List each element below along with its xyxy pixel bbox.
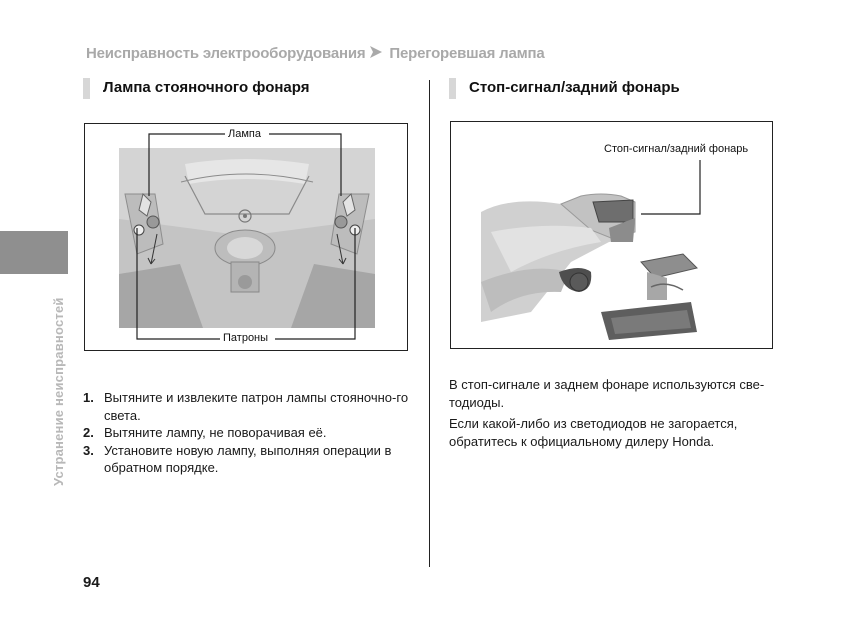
step-number: 1. (83, 390, 94, 405)
chapter-tab (0, 231, 68, 274)
callout-sockets: Патроны (220, 332, 271, 344)
step-text: Вытяните лампу, не поворачивая её. (104, 425, 327, 440)
callout-lamp: Лампа (225, 128, 264, 140)
step-item (83, 389, 413, 424)
parking-lamp-drawing (85, 124, 408, 351)
step-number: 2. (83, 425, 94, 440)
breadcrumb-page: Перегоревшая лампа (389, 45, 545, 62)
led-info-paragraph: В стоп-сигнале и заднем фонаре используются све-тодиоды. (449, 377, 765, 410)
step-text: Установите новую лампу, выполняя операции в обратном порядке. (104, 442, 392, 475)
brake-light-drawing (451, 122, 773, 349)
brake-light-illustration (450, 121, 773, 349)
step-item (83, 442, 413, 477)
callout-brake-tail-light: Стоп-сигнал/задний фонарь (601, 143, 751, 155)
step-item (83, 424, 413, 442)
section-heading-brake-light (449, 78, 680, 100)
breadcrumb (86, 45, 545, 62)
dealer-advice-paragraph: Если какой-либо из светодиодов не загорается, обратитесь к официальному дилеру Honda. (449, 416, 738, 449)
heading-bar (449, 78, 456, 99)
instruction-steps (83, 389, 413, 477)
step-number: 3. (83, 442, 94, 458)
arrow-right-icon (369, 45, 383, 59)
chapter-label: Устранение неисправностей (51, 297, 66, 486)
step-text: Вытяните и извлеките патрон лампы стояночно-го света. (104, 390, 409, 423)
heading-text: Стоп-сигнал/задний фонарь (469, 79, 680, 96)
section-heading-parking-lamp (83, 78, 309, 100)
breadcrumb-section: Неисправность электрооборудования (86, 45, 366, 62)
parking-lamp-illustration (84, 123, 408, 351)
column-divider (429, 80, 430, 567)
page-number: 94 (83, 574, 100, 591)
heading-text: Лампа стояночного фонаря (103, 79, 310, 96)
heading-bar (83, 78, 90, 99)
